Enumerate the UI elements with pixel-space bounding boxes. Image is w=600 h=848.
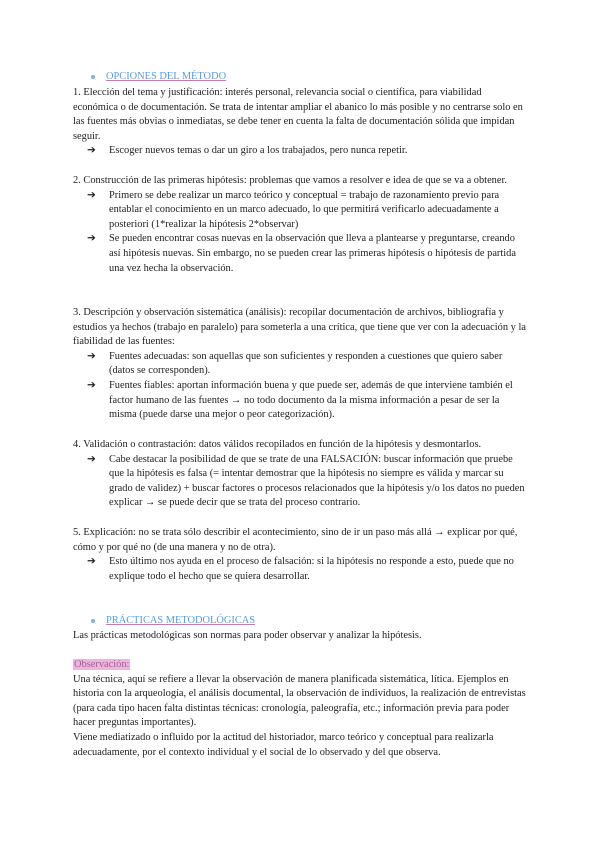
practicas-intro: Las prácticas metodológicas son normas para poder observar y analizar la hipótesis. xyxy=(73,630,422,641)
arrow-icon: ➔ xyxy=(87,145,96,157)
item-1-text: 1. Elección del tema y justificación: interés personal, relevancia social o científica, para viabilidad económica o de documentación. Se trata de intentar ampliar el abanico lo más posible y no centrarse solo en las fuentes más obvias o inmediatas, se debe tener en cuenta la falta de documentación sólida que impidan seguir. xyxy=(73,87,523,142)
item-2 xyxy=(73,174,528,276)
observacion-paragraph-2: Viene mediatizado o influido por la actitud del historiador, marco teórico y conceptual para realizarla adecuadamente, por el contexto individual y el social de lo observado y del que observa. xyxy=(73,731,494,758)
item-5-sub-1: ➔ Esto último nos ayuda en el proceso de falsación: si la hipótesis no responde a esto, puede que no explique todo el hecho que se quiera desarrollar. xyxy=(87,555,528,584)
item-5-text: 5. Explicación: no se trata sólo describir el acontecimiento, sino de ir un paso más allá → explicar por qué, cómo y por qué no (de una manera y no de otra). xyxy=(73,527,518,553)
bullet-dot-icon xyxy=(91,619,95,623)
arrow-icon: ➔ xyxy=(87,233,96,245)
arrow-icon: ➔ xyxy=(87,379,96,391)
arrow-icon: ➔ xyxy=(87,453,96,465)
heading-text: OPCIONES DEL MÉTODO xyxy=(106,71,227,82)
item-4-sub-1: ➔ Cabe destacar la posibilidad de que se trate de una FALSACIÓN: buscar información que pruebe que la hipótesis es falsa (= intentar demostrar que la hipótesis no siempre es válida y marcar su grado de validez) + buscar factores o procesos relacionados que la hipótesis y/o los datos no pueden explicar → se puede decir que se trata del proceso contrario. xyxy=(87,453,528,511)
item-4-text: 4. Validación o contrastación: datos válidos recopilados en función de la hipótesis y desmontarlos. xyxy=(73,439,482,450)
observacion-paragraph-1: Una técnica, aquí se refiere a llevar la observación de manera planificada sistemática, lítica. Ejemplos en historia con la arqueología, el análisis documental, la observación de individuos, la realización de entrevistas (para cada tipo hacen falta distintas técnicas: cronología, paleografía, etc.; información previa para poder hacer preguntas importantes). xyxy=(73,673,526,729)
arrow-icon: ➔ xyxy=(87,556,96,568)
item-3-sub-1: ➔ Fuentes adecuadas: son aquellas que son suficientes y responden a cuestiones que quiero saber (datos se corresponden). xyxy=(87,350,528,379)
heading-text: PRÁCTICAS METODOLÓGICAS xyxy=(106,615,256,626)
observacion-label: Observación: xyxy=(74,659,130,670)
item-3-sub-2: ➔ Fuentes fiables: aportan información buena y que puede ser, además de que interviene también el factor humano de las fuentes → no todo documento da la misma información a pesar de ser la misma (puede darse una mejor o peor categorización). xyxy=(87,379,528,423)
observacion-section xyxy=(73,658,528,760)
item-5 xyxy=(73,526,528,584)
item-1 xyxy=(73,86,528,159)
item-3 xyxy=(73,306,528,423)
arrow-icon: ➔ xyxy=(87,350,96,362)
item-2-text: 2. Construcción de las primeras hipótesis: problemas que vamos a resolver e idea de que se va a obtener. xyxy=(73,175,507,186)
item-2-sub-2: ➔ Se pueden encontrar cosas nuevas en la observación que lleva a plantearse y preguntarse, creando así hipótesis nuevas. Sin embargo, no se pueden crear las primeras hipótesis o hipótesis de partida una vez hecha la observación. xyxy=(87,232,528,276)
item-3-text: 3. Descripción y observación sistemática (análisis): recopilar documentación de archivos, bibliografía y estudios ya hechos (trabajo en paralelo) para someterla a una crítica, que tiene que ver con la adecuación y la fiabilidad de las fuentes: xyxy=(73,307,526,348)
section-heading-opciones xyxy=(73,70,528,85)
item-1-sub-1: ➔ Escoger nuevos temas o dar un giro a los trabajados, pero nunca repetir. xyxy=(87,144,528,159)
arrow-icon: ➔ xyxy=(87,189,96,201)
item-2-sub-1: ➔ Primero se debe realizar un marco teórico y conceptual = trabajo de razonamiento previo para entablar el conocimiento en un marco adecuado, lo que permitirá verificarlo adecuadamente a posteriori (1*realizar la hipótesis 2*observar) xyxy=(87,189,528,233)
section-heading-practicas xyxy=(73,614,528,629)
item-4 xyxy=(73,438,528,511)
bullet-dot-icon xyxy=(91,75,95,79)
